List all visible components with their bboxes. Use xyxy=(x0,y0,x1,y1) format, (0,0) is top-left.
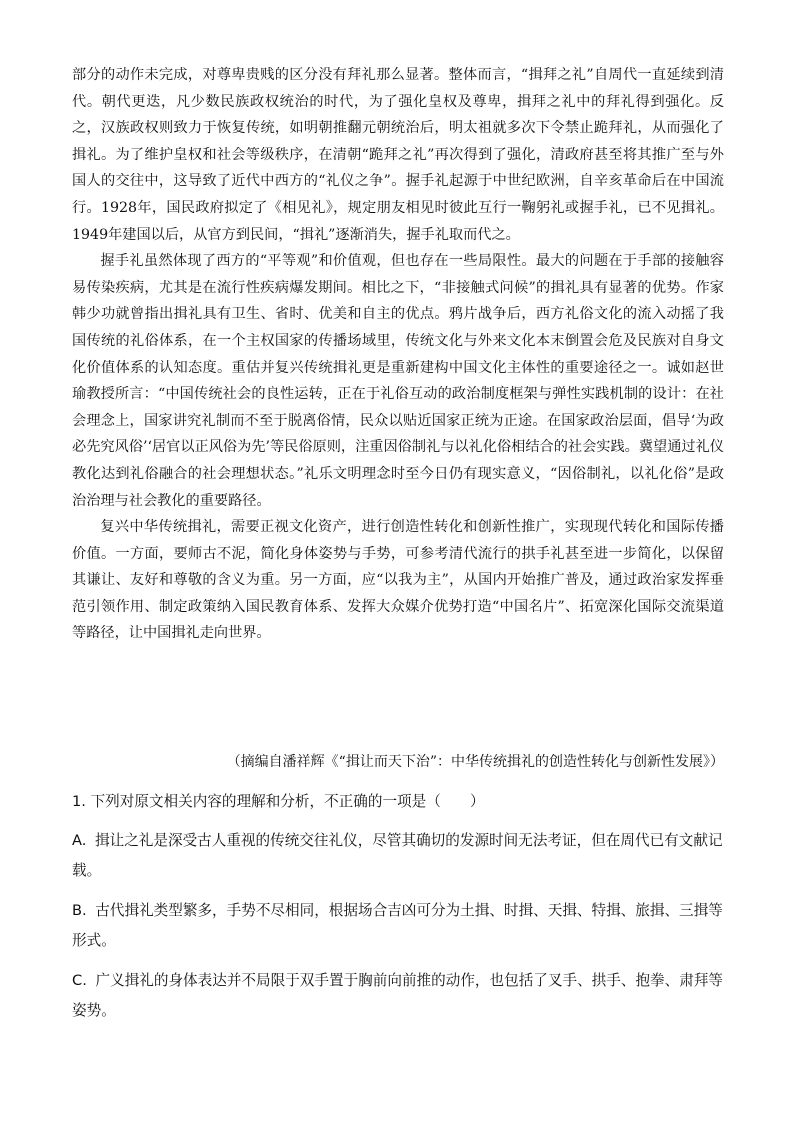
passage-source-citation: （摘编自潘祥辉《“揖让而天下治”：中华传统揖礼的创造性转化与创新性发展》） xyxy=(226,754,724,770)
option-a[interactable] xyxy=(72,826,724,886)
option-letter: B. xyxy=(72,902,87,919)
question-stem: 1. 下列对原文相关内容的理解和分析，不正确的一项是（ ） xyxy=(72,793,485,810)
option-text: 揖让之礼是深受古人重视的传统交往礼仪，尽管其确切的发源时间无法考证，但在周代已有文献记载。 xyxy=(72,832,723,879)
passage-paragraph-1: 部分的动作未完成，对尊卑贵贱的区分没有拜礼那么显著。整体而言，“揖拜之礼”自周代一直延续到清代。朝代更迭，凡少数民族政权统治的时代，为了强化皇权及尊卑，揖拜之礼中的拜礼得到强化。反之，汉族政权则致力于恢复传统，如明朝推翻元朝统治后，明太祖就多次下令禁止跪拜礼，从而强化了揖礼。为了维护皇权和社会等级秩序，在清朝“跪拜之礼”再次得到了强化，清政府甚至将其推广至与外国人的交往中，这导致了近代中西方的“礼仪之争”。握手礼起源于中世纪欧洲，自辛亥革命后在中国流行。1928年，国民政府拟定了《相见礼》，规定朋友相见时彼此互行一鞠躬礼或握手礼，已不见揖礼。1949年建国以后，从官方到民间，“揖礼”逐渐消失，握手礼取而代之。 xyxy=(72,67,724,243)
question-1 xyxy=(72,790,724,1036)
option-b[interactable] xyxy=(72,896,724,956)
passage-paragraph-3: 复兴中华传统揖礼，需要正视文化资产，进行创造性转化和创新性推广，实现现代转化和国际传播价值。一方面，要师古不泥，简化身体姿势与手势，可参考清代流行的拱手礼甚至进一步简化，以保留其谦让、友好和尊敬的含义为重。另一方面，应“以我为主”，从国内开始推广普及，通过政治家发挥垂范引领作用、制定政策纳入国民教育体系、发挥大众媒介优势打造“中国名片”、拓宽深化国际交流渠道等路径，让中国揖礼走向世界。 xyxy=(72,519,724,642)
option-letter: A. xyxy=(72,832,87,849)
option-text: 广义揖礼的身体表达并不局限于双手置于胸前向前推的动作，也包括了叉手、拱手、抱拳、肃拜等姿势。 xyxy=(72,972,724,1019)
option-c[interactable] xyxy=(72,966,724,1026)
passage-paragraph-2: 握手礼虽然体现了西方的“平等观”和价值观，但也存在一些局限性。最大的问题在于手部的接触容易传染疾病，尤其是在流行性疾病爆发期间。相比之下，“非接触式问候”的揖礼具有显著的优势。作家韩少功就曾指出揖礼具有卫生、省时、优美和自主的优点。鸦片战争后，西方礼俗文化的流入动摇了我国传统的礼俗体系，在一个主权国家的传播场域里，传统文化与外来文化本末倒置会危及民族对自身文化价值体系的认知态度。重估并复兴传统揖礼更是重新建构中国文化主体性的重要途径之一。诚如赵世瑜教授所言：“中国传统社会的良性运转，正在于礼俗互动的政治制度框架与弹性实践机制的设计：在社会理念上，国家讲究礼制而不至于脱离俗情，民众以贴近国家正统为正途。在国家政治层面，倡导‘为政必先究风俗’‘居官以正风俗为先’等民俗原则，注重因俗制礼与以礼化俗相结合的社会实践。冀望通过礼仪教化达到礼俗融合的社会理想状态。”礼乐文明理念时至今日仍有现实意义，“因俗制礼，以礼化俗”是政治治理与社会教化的重要路径。 xyxy=(72,253,724,509)
reading-passage xyxy=(72,62,724,647)
option-letter: C. xyxy=(72,972,87,989)
option-text: 古代揖礼类型繁多，手势不尽相同，根据场合吉凶可分为土揖、时揖、天揖、特揖、旅揖、三揖等形式。 xyxy=(72,902,723,949)
